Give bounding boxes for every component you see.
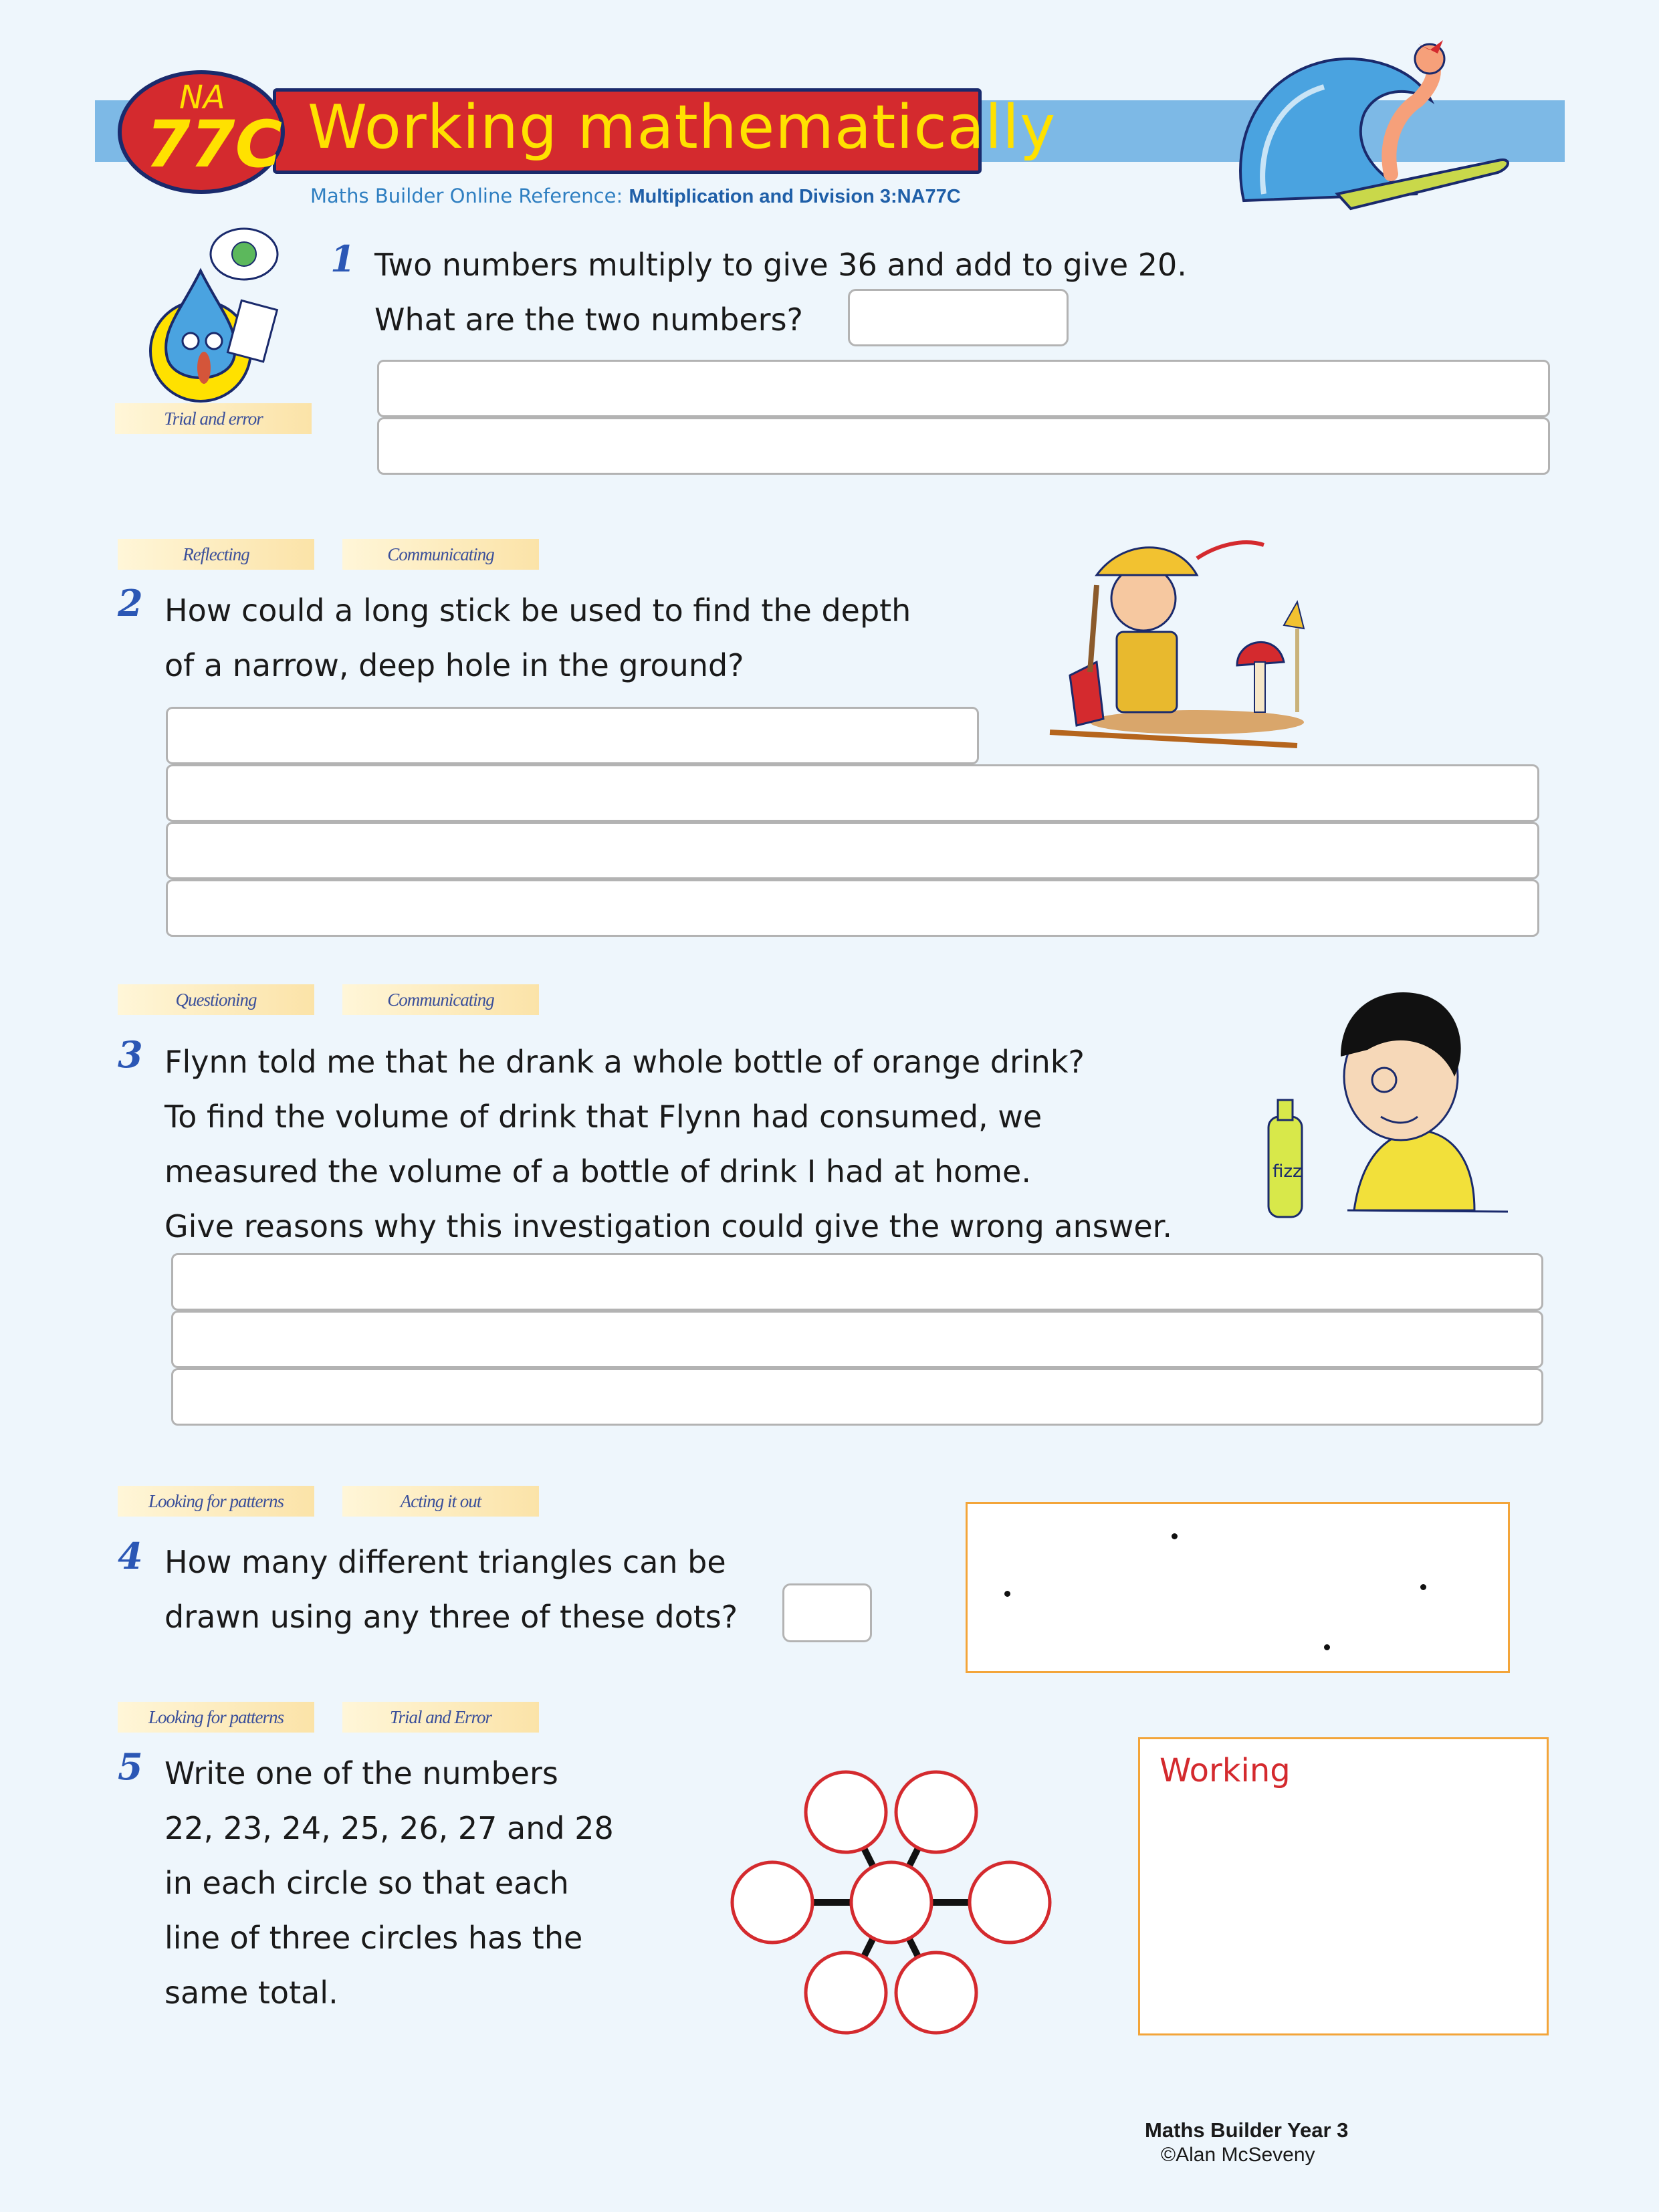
puzzle-circle-top-left <box>806 1772 886 1852</box>
question-5-line-3: in each circle so that each <box>164 1865 569 1901</box>
badge-strand: NA <box>179 79 225 116</box>
puzzle-circle-left <box>732 1862 812 1943</box>
footer-book-title: Maths Builder Year 3 <box>1145 2118 1349 2142</box>
question-1-answer-box[interactable] <box>848 289 1069 346</box>
question-3-line-2: To find the volume of drink that Flynn had consumed, we <box>164 1099 1042 1135</box>
question-4-line-1: How many different triangles can be <box>164 1544 726 1580</box>
reference-prefix: Maths Builder Online Reference: <box>310 185 629 207</box>
puzzle-circle-top-right <box>896 1772 976 1852</box>
tag-communicating: Communicating <box>342 984 539 1015</box>
tag-looking-for-patterns: Looking for patterns <box>118 1702 314 1733</box>
tag-communicating: Communicating <box>342 539 539 570</box>
question-2-answer-line-2[interactable] <box>166 764 1539 822</box>
question-2-answer-line-3[interactable] <box>166 822 1539 879</box>
question-3-line-4: Give reasons why this investigation could give the wrong answer. <box>164 1208 1172 1244</box>
tag-trial-and-error: Trial and error <box>115 403 312 434</box>
working-label: Working <box>1159 1752 1291 1789</box>
puzzle-circle-centre <box>851 1862 931 1943</box>
question-3-line-3: measured the volume of a bottle of drink I had at home. <box>164 1153 1031 1190</box>
surfer-illustration <box>1217 33 1525 214</box>
bottle-label: fizz <box>1273 1162 1302 1182</box>
question-4-line-2: drawn using any three of these dots? <box>164 1599 738 1635</box>
dot <box>1324 1644 1330 1650</box>
question-3-number: 3 <box>118 1033 143 1076</box>
dot <box>1004 1591 1010 1597</box>
puzzle-circle-bottom-left <box>806 1953 886 2033</box>
tag-reflecting: Reflecting <box>118 539 314 570</box>
online-reference <box>310 185 961 208</box>
question-3-answer-line-2[interactable] <box>171 1311 1543 1368</box>
gardener-digging-illustration <box>1043 518 1324 752</box>
puzzle-circle-bottom-right <box>896 1953 976 2033</box>
question-2-line-2: of a narrow, deep hole in the ground? <box>164 647 744 683</box>
dot <box>1172 1533 1178 1539</box>
question-5-line-1: Write one of the numbers <box>164 1755 558 1791</box>
boy-with-bottle-illustration <box>1254 976 1508 1244</box>
circle-puzzle-diagram <box>729 1765 1057 2046</box>
question-5-line-5: same total. <box>164 1975 338 2011</box>
question-3-answer-line-1[interactable] <box>171 1253 1543 1311</box>
badge-code: 77C <box>146 107 283 182</box>
question-1-number: 1 <box>330 237 356 280</box>
question-4-number: 4 <box>118 1535 143 1577</box>
question-1-working-line-2[interactable] <box>377 417 1550 475</box>
question-2-number: 2 <box>118 582 143 625</box>
dot <box>1420 1584 1426 1590</box>
question-2-answer-line-1[interactable] <box>166 707 979 764</box>
puzzle-circle-right <box>970 1862 1050 1943</box>
footer-copyright: ©Alan McSeveny <box>1161 2144 1315 2166</box>
page-title: Working mathematically <box>308 92 1057 162</box>
question-1-line-1: Two numbers multiply to give 36 and add to give 20. <box>374 247 1187 283</box>
question-5-line-2: 22, 23, 24, 25, 26, 27 and 28 <box>164 1810 614 1846</box>
question-1-line-2: What are the two numbers? <box>374 302 803 338</box>
question-5-line-4: line of three circles has the <box>164 1920 583 1956</box>
tag-acting-it-out: Acting it out <box>342 1486 539 1517</box>
reference-value: Multiplication and Division 3:NA77C <box>629 186 961 207</box>
question-4-answer-box[interactable] <box>782 1583 872 1642</box>
tag-questioning: Questioning <box>118 984 314 1015</box>
tag-looking-for-patterns: Looking for patterns <box>118 1486 314 1517</box>
question-1-working-line-1[interactable] <box>377 360 1550 417</box>
thinking-character-illustration <box>120 224 294 405</box>
question-3-line-1: Flynn told me that he drank a whole bottle of orange drink? <box>164 1044 1085 1080</box>
question-2-line-1: How could a long stick be used to find the depth <box>164 592 911 629</box>
question-2-answer-line-4[interactable] <box>166 879 1539 937</box>
question-3-answer-line-3[interactable] <box>171 1368 1543 1426</box>
dots-panel <box>966 1502 1510 1673</box>
tag-trial-and-error: Trial and Error <box>342 1702 539 1733</box>
question-5-number: 5 <box>118 1745 143 1788</box>
